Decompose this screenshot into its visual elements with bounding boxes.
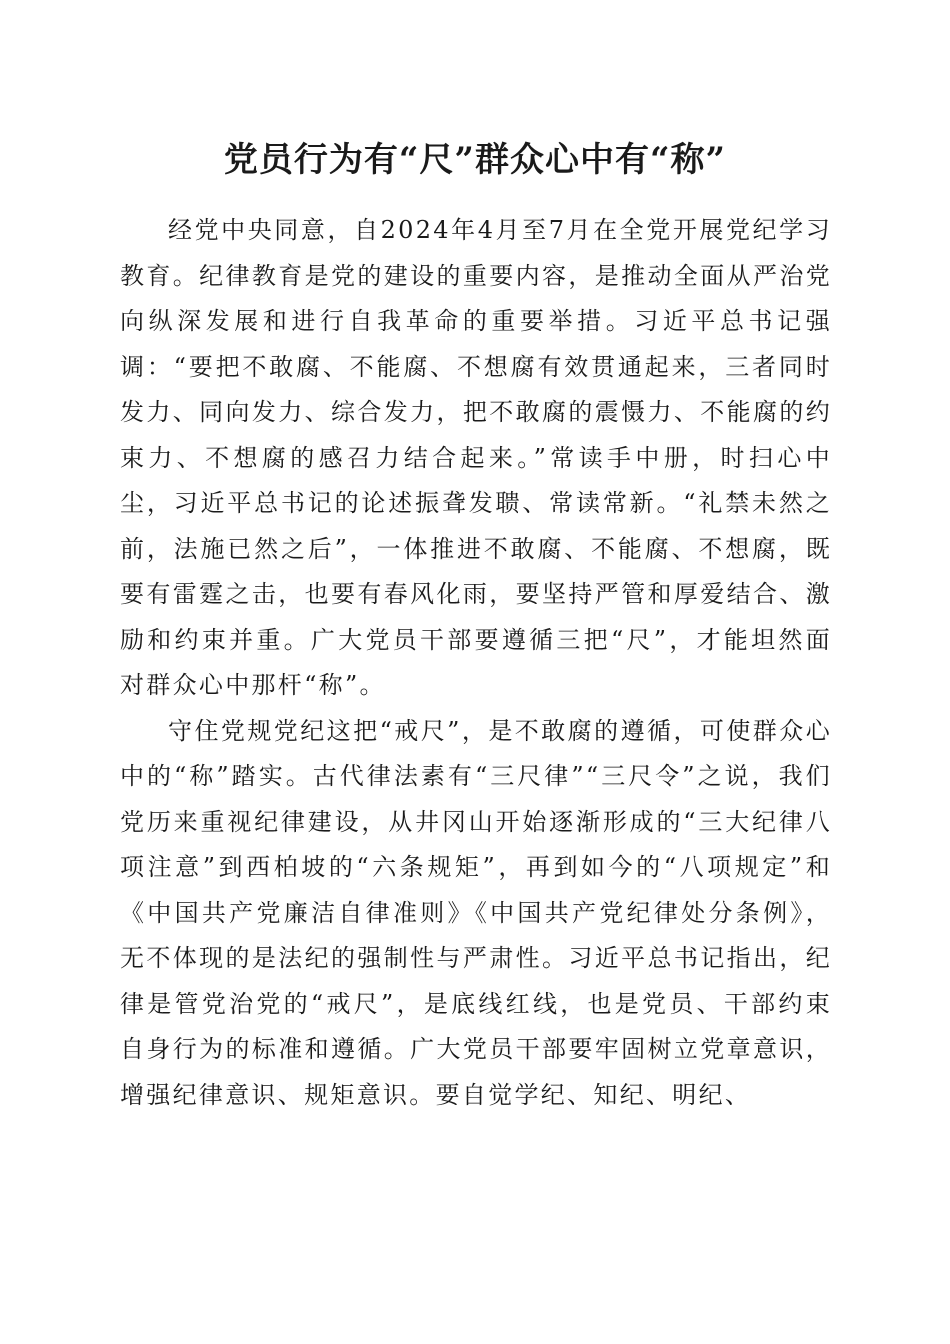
document-body: [120, 208, 832, 1118]
paragraph-2: 守住党规党纪这把“戒尺”，是不敢腐的遵循，可使群众心中的“称”踏实。古代律法素有“三尺律”“三尺令”之说，我们党历来重视纪律建设，从井冈山开始逐渐形成的“三大纪律八项注意”到西柏坡的“六条规矩”，再到如今的“八项规定”和《中国共产党廉洁自律准则》《中国共产党纪律处分条例》，无不体现的是法纪的强制性与严肃性。习近平总书记指出，纪律是管党治党的“戒尺”，是底线红线，也是党员、干部约束自身行为的标准和遵循。广大党员干部要牢固树立党章意识，增强纪律意识、规矩意识。要自觉学纪、知纪、明纪、: [120, 716, 832, 1109]
paragraph-1: 经党中央同意，自2024年4月至7月在全党开展党纪学习教育。纪律教育是党的建设的重要内容，是推动全面从严治党向纵深发展和进行自我革命的重要举措。习近平总书记强调：“要把不敢腐、不能腐、不想腐有效贯通起来，三者同时发力、同向发力、综合发力，把不敢腐的震慑力、不能腐的约束力、不想腐的感召力结合起来。”常读手中册，时扫心中尘，习近平总书记的论述振聋发聩、常读常新。“礼禁未然之前，法施已然之后”，一体推进不敢腐、不能腐、不想腐，既要有雷霆之击，也要有春风化雨，要坚持严管和厚爱结合、激励和约束并重。广大党员干部要遵循三把“尺”，才能坦然面对群众心中那杆“称”。: [120, 216, 832, 699]
document-title: 党员行为有“尺”群众心中有“称”: [223, 140, 727, 180]
